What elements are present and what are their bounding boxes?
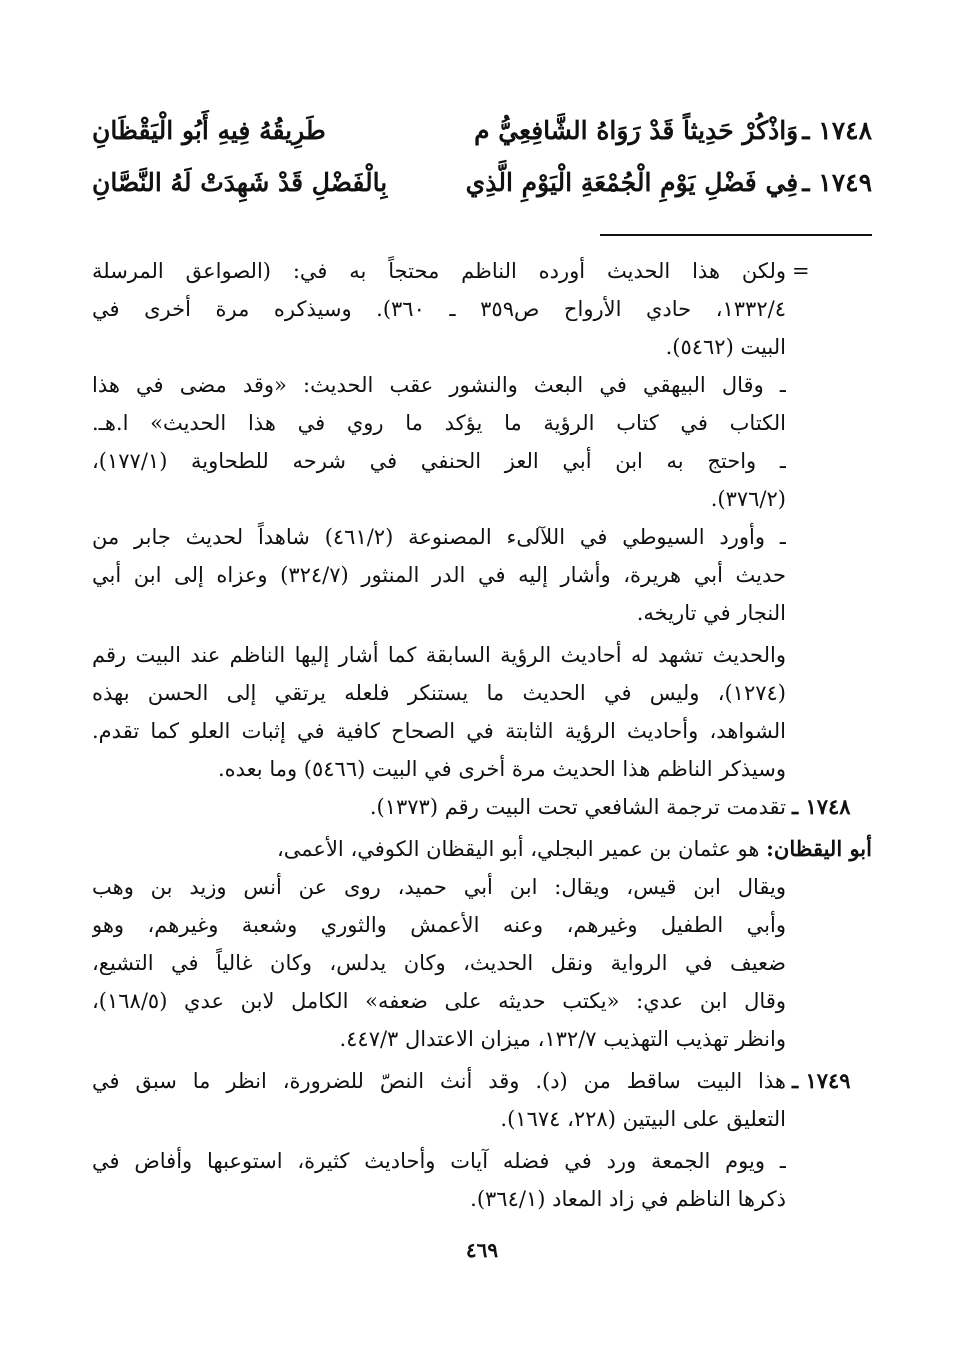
footnote-line: ذكرها الناظم في زاد المعاد (٣٦٤/١). <box>470 1187 786 1211</box>
verse-1749 <box>92 158 872 206</box>
page-number: ٤٦٩ <box>465 1238 499 1262</box>
footnote-line: حديث أبي هريرة، وأشار إليه في الدر المنثور (٣٢٤/٧) وعزاه إلى ابن أبي <box>92 563 786 587</box>
footnote-line: وسيذكر الناظم هذا الحديث مرة أخرى في البيت (٥٤٦٦) وما بعده. <box>217 757 786 781</box>
footnote-number-1749: ١٧٤٩ ـ <box>792 1068 851 1093</box>
footnote-line: الكتاب في كتاب الرؤية ما يؤكد ما روي في هذا الحديث» ا.هـ. <box>92 411 786 435</box>
verse-first-hemistich: وَاذْكُرْ حَدِيثاً قَدْ رَوَاهُ الشَّافِعِيُّ م <box>474 115 799 145</box>
footnote-line: التعليق على البيتين (٢٢٨، ١٦٧٤). <box>500 1107 786 1131</box>
footnote-line: ـ وقال البيهقي في البعث والنشور عقب الحديث: «وقد مضى في هذا <box>92 373 786 397</box>
footnote-line: وقال ابن عدي: «يكتب حديثه على ضعفه» الكامل لابن عدي (١٦٨/٥)، <box>92 989 786 1013</box>
footnote-line-with-lead <box>92 830 872 868</box>
footnote-line: وأبي الطفيل وغيرهم، وعنه الأعمش والثوري وشعبة وغيرهم، وهو <box>92 913 786 937</box>
footnote-line: وانظر تهذيب التهذيب ١٣٢/٧، ميزان الاعتدال ٤٤٧/٣. <box>339 1027 786 1051</box>
continuation-marker: = <box>792 259 810 283</box>
footnote-line-text: هو عثمان بن عمير البجلي، أبو اليقظان الكوفي، الأعمى، <box>277 837 760 861</box>
footnote-line: (٣٧٦/٢). <box>710 487 786 511</box>
footnote-line: البيت (٥٤٦٢). <box>665 335 786 359</box>
verse-second-hemistich: بِالْفَضْلِ قَدْ شَهِدَتْ لَهُ النَّصَّانِ <box>92 167 388 197</box>
footnote-number-1748: ١٧٤٨ ـ <box>792 794 851 819</box>
footnote-line: ـ واحتج به ابن أبي العز الحنفي في شرحه للطحاوية (١٧٧/١)، <box>92 449 786 473</box>
footnote-line: ـ وأورد السيوطي في اللآلىء المصنوعة (٤٦١/٢) شاهداً لحديث جابر من <box>92 525 786 549</box>
footnote-line: والحديث تشهد له أحاديث الرؤية السابقة كما أشار إليها الناظم عند البيت رقم <box>92 643 786 667</box>
footnote-line: ١٣٣٢/٤، حادي الأرواح ص٣٥٩ ـ ٣٦٠). وسيذكره مرة أخرى في <box>92 297 786 321</box>
footnote-line: ولكن هذا الحديث أورده الناظم محتجاً به في: (الصواعق المرسلة <box>92 259 786 283</box>
footnote-separator <box>600 234 872 236</box>
footnote-line: النجار في تاريخه. <box>636 601 786 625</box>
verse-1748 <box>92 106 872 154</box>
footnote-line: هذا البيت ساقط من (د). وقد أنث النصّ للضرورة، انظر ما سبق في <box>92 1069 786 1093</box>
footnote-line: (١٢٧٤)، وليس في الحديث ما يستنكر فلعله يرتقي إلى الحسن بهذه <box>92 681 786 705</box>
verse-number: ١٧٤٨ ـ <box>802 115 872 145</box>
footnote-line: ـ ويوم الجمعة ورد في فضله آيات وأحاديث كثيرة، استوعبها وأفاض في <box>92 1149 786 1173</box>
footnote-line: ويقال ابن قيس، ويقال: ابن أبي حميد، روى عن أنس وزيد بن وهب <box>92 875 786 899</box>
footnote-line: الشواهد، وأحاديث الرؤية الثابتة في الصحاح كافية في إثبات العلو كما تقدم. <box>92 719 786 743</box>
footnote-line: تقدمت ترجمة الشافعي تحت البيت رقم (١٣٧٣). <box>369 795 786 819</box>
verse-first-hemistich: فِي فَضْلِ يَوْمِ الْجُمْعَةِ الْيَوْمِ الَّذِي <box>465 167 799 197</box>
footnote-lead-term: أبو اليقظان: <box>766 836 872 861</box>
verse-number: ١٧٤٩ ـ <box>802 167 872 197</box>
verse-second-hemistich: طَرِيقُهُ فِيهِ أَبُو الْيَقْظَانِ <box>92 115 326 145</box>
footnote-line: ضعيف في الرواية ونقل الحديث، وكان يدلس، وكان غالياً في التشيع، <box>92 951 786 975</box>
